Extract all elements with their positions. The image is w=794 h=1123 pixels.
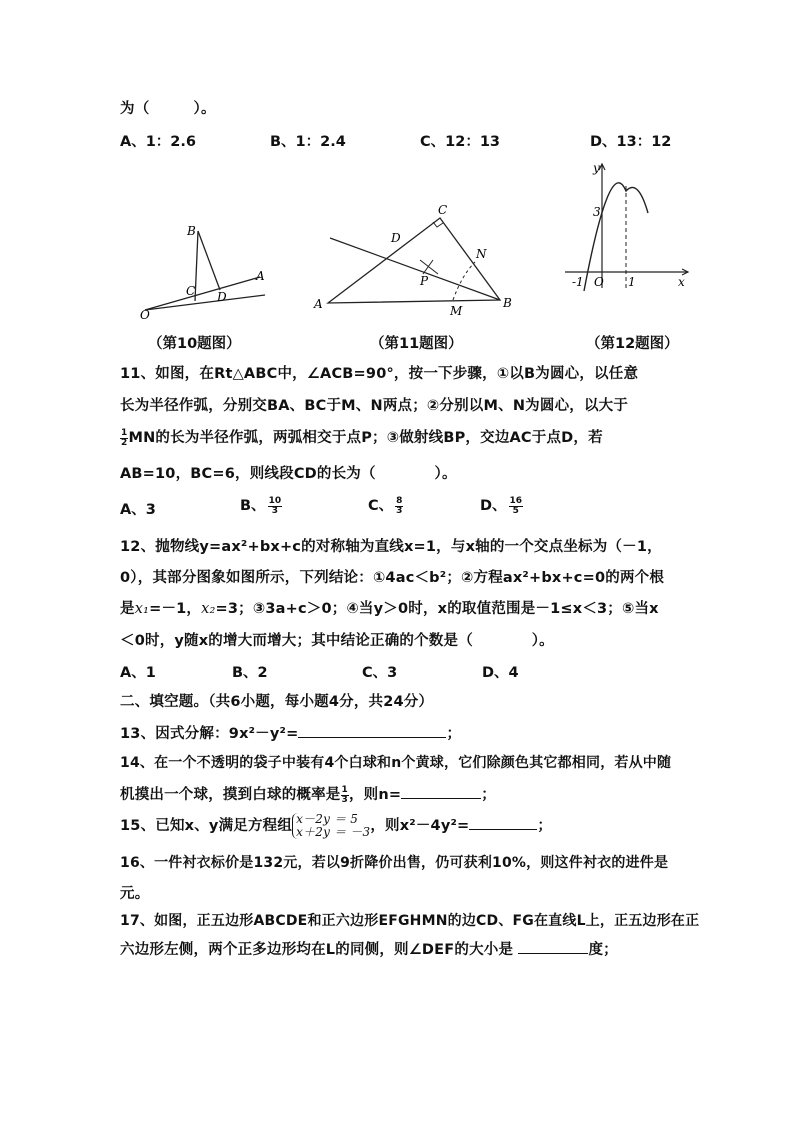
q10-option-b: B、1：2.4 [270, 134, 346, 150]
figure-12 [560, 158, 695, 293]
q14-line2: 机摸出一个球，摸到白球的概率是 $\frac{1}{3}$ ，则n= ； [120, 784, 496, 805]
q16-line2: 元。 [120, 886, 150, 902]
q11-option-d: D、 $\frac{16}{5}$ [480, 495, 523, 516]
q11-half-num: 1 [121, 427, 128, 438]
fig11-label-n: N [476, 247, 487, 261]
fig12-label-x: x [678, 275, 685, 289]
q17-line1: 17、如图，正五边形ABCDE和正六边形EFGHMN的边CD、FG在直线L上，正五边形在正 [120, 913, 700, 929]
q17-line2: 六边形左侧，两个正多边形均在L的同侧，则∠DEF的大小是 度； [120, 938, 618, 959]
q10-option-c: C、12：13 [420, 134, 500, 150]
fig10-label-d: D [217, 290, 227, 304]
q12-option-a: A、1 [120, 665, 156, 681]
fig10-label-b: B [187, 224, 196, 238]
q11-line4: AB=10，BC=6，则线段CD的长为（ ）。 [120, 466, 457, 482]
q14-answer-blank[interactable] [401, 784, 481, 799]
q15-answer-blank[interactable] [469, 815, 537, 830]
fig10-label-o: O [140, 308, 150, 322]
q10-option-a: A、1：2.6 [120, 134, 196, 150]
figure-10 [135, 215, 275, 325]
q12-option-b: B、2 [232, 665, 268, 681]
q12-x2: x₂ [201, 601, 216, 617]
q11-option-c: C、 $\frac{8}{3}$ [368, 495, 403, 516]
q12-line4: ＜0时，y随x的增大而增大；其中结论正确的个数是（ ）。 [120, 633, 554, 649]
fig11-label-b: B [503, 296, 512, 310]
fig12-label-origin: O [594, 275, 604, 289]
q11-half-den: 2 [121, 437, 128, 448]
caption-fig10: （第10题图） [148, 336, 241, 352]
fig11-label-d: D [391, 231, 401, 245]
q11-line1: 11、如图，在Rt△ABC中，∠ACB=90°，按一下步骤，①以B为圆心，以任意 [120, 366, 639, 382]
fig12-label-1: 1 [628, 275, 636, 289]
q12-line3: 是x₁=－1，x₂=3；③3a+c＞0；④当y＞0时，x的取值范围是－1≤x＜3；⑤当x [120, 601, 659, 617]
fig11-label-m: M [450, 304, 463, 318]
fig11-label-a: A [314, 297, 323, 311]
fig12-label-minus1: -1 [572, 275, 584, 289]
q12-line2: 0），其部分图象如图所示，下列结论：①4ac＜b²；②方程ax²+bx+c=0的两个根 [120, 570, 665, 586]
q12-option-d: D、4 [482, 665, 519, 681]
q12-option-c: C、3 [362, 665, 398, 681]
fig11-label-p: P [420, 274, 429, 288]
fig10-label-a: A [256, 269, 265, 283]
q10-tail: 为（ ）。 [120, 101, 216, 117]
q11-option-a: A、3 [120, 502, 156, 518]
q14-line1: 14、在一个不透明的袋子中装有4个白球和n个黄球，它们除颜色其它都相同，若从中随 [120, 755, 672, 771]
fig12-label-3: 3 [593, 205, 601, 219]
q16-line1: 16、一件衬衣标价是132元，若以9折降价出售，仍可获利10%，则这件衬衣的进件是 [120, 855, 669, 871]
q17-answer-blank[interactable] [518, 939, 588, 954]
caption-fig12: （第12题图） [586, 336, 679, 352]
figure-11 [310, 200, 520, 325]
q15: 15、已知x、y满足方程组 x－2y ＝ 5 x＋2y ＝ －3 ，则x²－4y²= ； [120, 812, 553, 839]
section-2-heading: 二、填空题。（共6小题，每小题4分，共24分） [120, 694, 434, 710]
q11-option-b: B、 $\frac{10}{3}$ [240, 495, 282, 516]
q10-option-d: D、13：12 [590, 134, 672, 150]
fig12-label-y: y [593, 161, 600, 175]
q12-x1: x₁ [134, 601, 150, 617]
q12-line1: 12、抛物线y=ax²+bx+c的对称轴为直线x=1，与x轴的一个交点坐标为（－1， [120, 539, 662, 555]
q11-line3-text: MN的长为半径作弧，两弧相交于点P；③做射线BP，交边AC于点D，若 [128, 430, 603, 446]
q11-line3 [120, 426, 603, 448]
caption-fig11: （第11题图） [370, 336, 463, 352]
q13-answer-blank[interactable] [298, 723, 446, 738]
q13: 13、因式分解：9x²－y²= ； [120, 722, 461, 743]
q11-line2: 长为半径作弧，分别交BA、BC于M、N两点；②分别以M、N为圆心，以大于 [120, 398, 629, 414]
fig11-label-c: C [438, 203, 448, 217]
fig10-label-c: C [186, 284, 196, 298]
q15-equation-system: x－2y ＝ 5 x＋2y ＝ －3 [292, 813, 370, 839]
